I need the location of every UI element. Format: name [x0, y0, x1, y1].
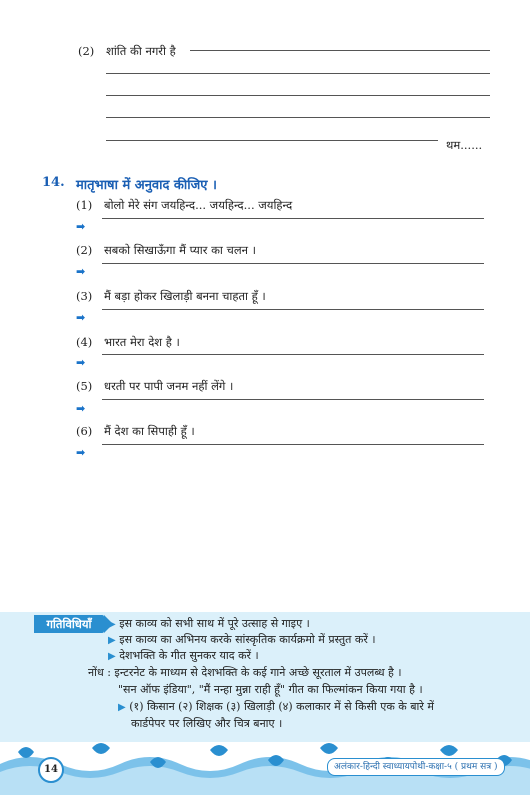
item-number: (2) — [76, 243, 93, 257]
answer-line — [190, 50, 490, 51]
answer-line — [102, 309, 484, 310]
item-number: (6) — [76, 424, 93, 438]
answer-line — [106, 73, 490, 74]
answer-line — [106, 95, 490, 96]
activity-text: (१) किसान (२) शिक्षक (३) खिलाड़ी (४) कलाकार में से किसी एक के बारे में — [129, 700, 434, 713]
bullet-icon: ▶ — [108, 635, 116, 646]
item-text: मैं बड़ा होकर खिलाड़ी बनना चाहता हूँ । — [104, 289, 266, 303]
arrow-icon: ➡ — [76, 265, 86, 278]
book-title-label: अलंकार-हिन्दी स्वाध्यायपोथी-कक्षा-५ ( प्रथम सत्र ) — [327, 758, 505, 776]
activity-text: देशभक्ति के गीत सुनकर याद करें । — [119, 649, 259, 662]
item-number: (5) — [76, 379, 93, 393]
arrow-icon: ➡ — [76, 356, 86, 369]
poem-end-text: थम...... — [446, 138, 483, 152]
arrow-icon: ➡ — [76, 311, 86, 324]
item-text: भारत मेरा देश है । — [104, 335, 180, 349]
item-text: सबको सिखाऊँगा मैं प्यार का चलन । — [104, 243, 257, 257]
activity-text: इस काव्य का अभिनय करके सांस्कृतिक कार्यक्रमो में प्रस्तुत करें । — [119, 633, 376, 646]
activity-line — [108, 632, 376, 647]
bullet-icon: ▶ — [118, 702, 126, 713]
item-number: (1) — [76, 198, 93, 212]
answer-line — [102, 354, 484, 355]
note-line: "सन ऑफ इंडिया", "मैं नन्हा मुन्ना राही हूँ" गीत का फिल्मांकन किया गया है । — [118, 683, 423, 696]
page-number: 14 — [38, 757, 64, 783]
activity-line — [108, 648, 259, 663]
top-question-number: (2) — [78, 44, 95, 58]
bullet-icon: ▶ — [108, 651, 116, 662]
activity-text: इस काव्य को सभी साथ में पूरे उत्साह से गाइए । — [119, 617, 310, 630]
item-text: बोलो मेरे संग जयहिन्द... जयहिन्द... जयहिन्द — [104, 198, 293, 212]
item-number: (4) — [76, 335, 93, 349]
answer-line — [106, 117, 490, 118]
answer-line — [102, 263, 484, 264]
answer-line — [102, 218, 484, 219]
question-title: मातृभाषा में अनुवाद कीजिए । — [76, 178, 217, 193]
item-number: (3) — [76, 289, 93, 303]
activity-line: कार्डपेपर पर लिखिए और चित्र बनाए । — [131, 717, 283, 730]
note-line: नोंध : इन्टरनेट के माध्यम से देशभक्ति के कई गाने अच्छे सूरताल में उपलब्ध है । — [88, 666, 402, 679]
item-text: धरती पर पापी जनम नहीं लेंगे । — [104, 379, 234, 393]
answer-line — [102, 444, 484, 445]
answer-line — [106, 140, 438, 141]
answer-line — [102, 399, 484, 400]
activity-line — [118, 699, 434, 714]
activities-label: गतिविधियाँ — [34, 615, 104, 633]
arrow-icon: ➡ — [76, 402, 86, 415]
question-number: 14. — [42, 175, 65, 190]
bullet-icon: ▶ — [108, 619, 116, 630]
activity-line — [108, 616, 310, 631]
arrow-icon: ➡ — [76, 220, 86, 233]
top-question-text: शांति की नगरी है — [106, 44, 176, 58]
arrow-icon: ➡ — [76, 446, 86, 459]
item-text: मैं देश का सिपाही हूँ । — [104, 424, 195, 438]
